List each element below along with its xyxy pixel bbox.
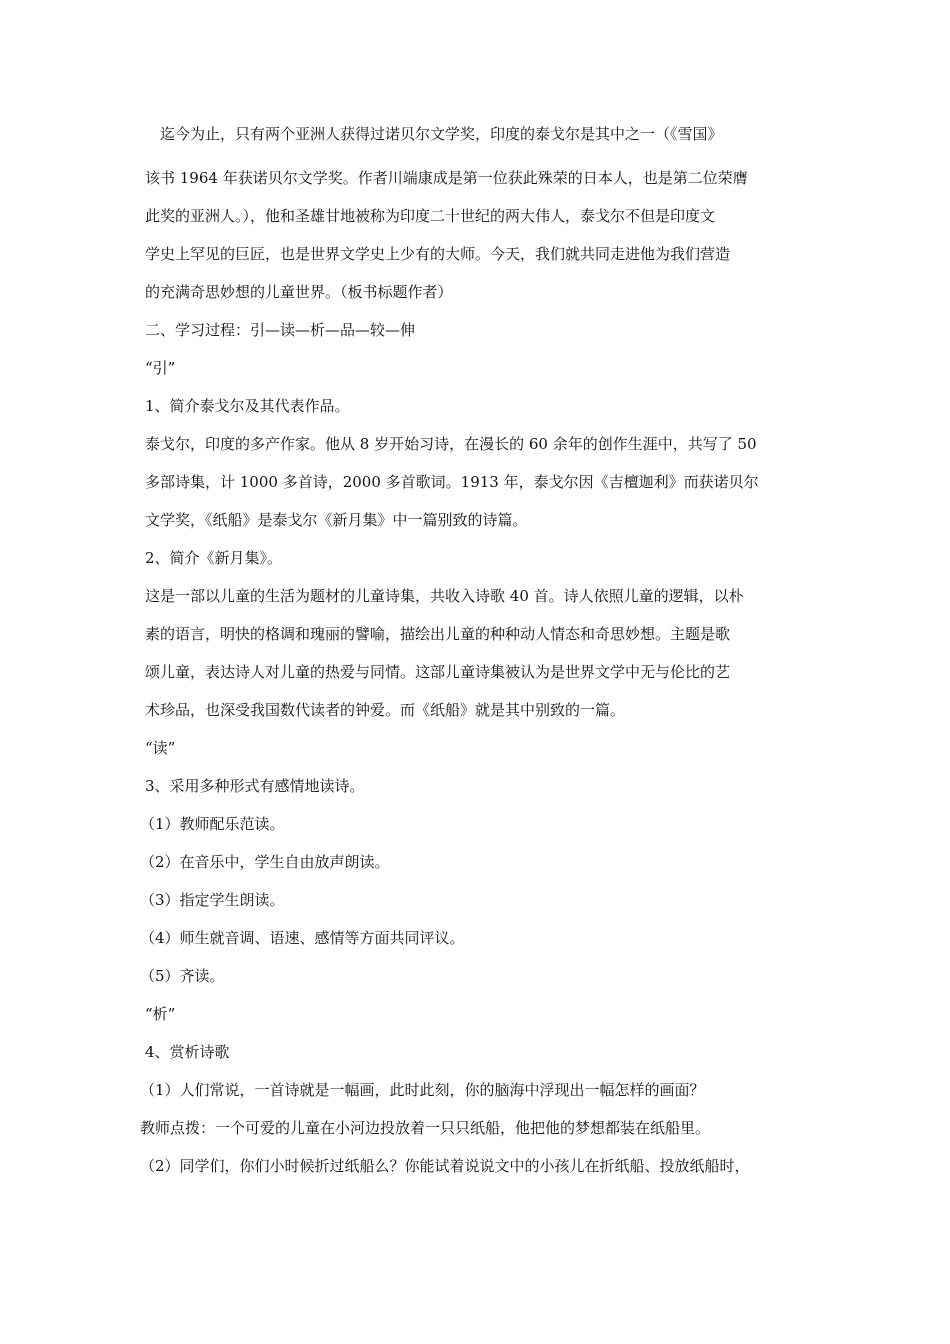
list-item: （1）人们常说，一首诗就是一幅画，此时此刻，你的脑海中浮现出一幅怎样的画面？ <box>140 1081 705 1099</box>
paragraph-line: 文学奖，《纸船》是泰戈尔《新月集》中一篇别致的诗篇。 <box>145 511 528 529</box>
list-item: （2）在音乐中，学生自由放声朗读。 <box>140 853 390 871</box>
step-label: “引” <box>145 359 176 377</box>
item-heading: 2、简介《新月集》。 <box>145 549 283 567</box>
teacher-note: 教师点拨：一个可爱的儿童在小河边投放着一只只纸船，他把他的梦想都装在纸船里。 <box>140 1119 711 1137</box>
step-label: “析” <box>145 1005 176 1023</box>
paragraph-line: 素的语言，明快的格调和瑰丽的譬喻，描绘出儿童的种种动人情态和奇思妙想。主题是歌 <box>145 625 731 643</box>
list-item: （3）指定学生朗读。 <box>140 891 285 909</box>
paragraph-line: 这是一部以儿童的生活为题材的儿童诗集，共收入诗歌 40 首。诗人依照儿童的逻辑，以朴 <box>145 587 744 605</box>
paragraph-line: 的充满奇思妙想的儿童世界。（板书标题作者） <box>145 283 453 301</box>
list-item: （1）教师配乐范读。 <box>140 815 285 833</box>
paragraph-line: 学史上罕见的巨匠，也是世界文学史上少有的大师。今天，我们就共同走进他为我们营造 <box>145 245 731 263</box>
paragraph-line: 迄今为止，只有两个亚洲人获得过诺贝尔文学奖，印度的泰戈尔是其中之一（《雪国》 <box>160 125 723 143</box>
item-heading: 4、赏析诗歌 <box>145 1043 230 1061</box>
item-heading: 1、简介泰戈尔及其代表作品。 <box>145 397 350 415</box>
paragraph-line: 多部诗集，计 1000 多首诗，2000 多首歌词。1913 年，泰戈尔因《吉檀迦利》而获诺贝尔 <box>145 473 759 491</box>
step-label: “读” <box>145 739 176 757</box>
list-item: （5）齐读。 <box>140 967 225 985</box>
paragraph-line: 泰戈尔，印度的多产作家。他从 8 岁开始习诗，在漫长的 60 余年的创作生涯中，共写了 50 <box>145 435 757 453</box>
list-item: （4）师生就音调、语速、感情等方面共同评议。 <box>140 929 465 947</box>
section-heading: 二、学习过程：引—读—析—品—较—伸 <box>145 321 416 339</box>
paragraph-line: 颂儿童，表达诗人对儿童的热爱与同情。这部儿童诗集被认为是世界文学中无与伦比的艺 <box>145 663 731 681</box>
paragraph-line: 该书 1964 年获诺贝尔文学奖。作者川端康成是第一位获此殊荣的日本人，也是第二位荣膺 <box>145 169 748 187</box>
paragraph-line: 术珍品，也深受我国数代读者的钟爱。而《纸船》就是其中别致的一篇。 <box>145 701 626 719</box>
paragraph-line: 此奖的亚洲人。），他和圣雄甘地被称为印度二十世纪的两大伟人，泰戈尔不但是印度文 <box>145 207 716 225</box>
list-item: （2）同学们，你们小时候折过纸船么？你能试着说说文中的小孩儿在折纸船、投放纸船时， <box>140 1157 750 1175</box>
item-heading: 3、采用多种形式有感情地读诗。 <box>145 777 365 795</box>
